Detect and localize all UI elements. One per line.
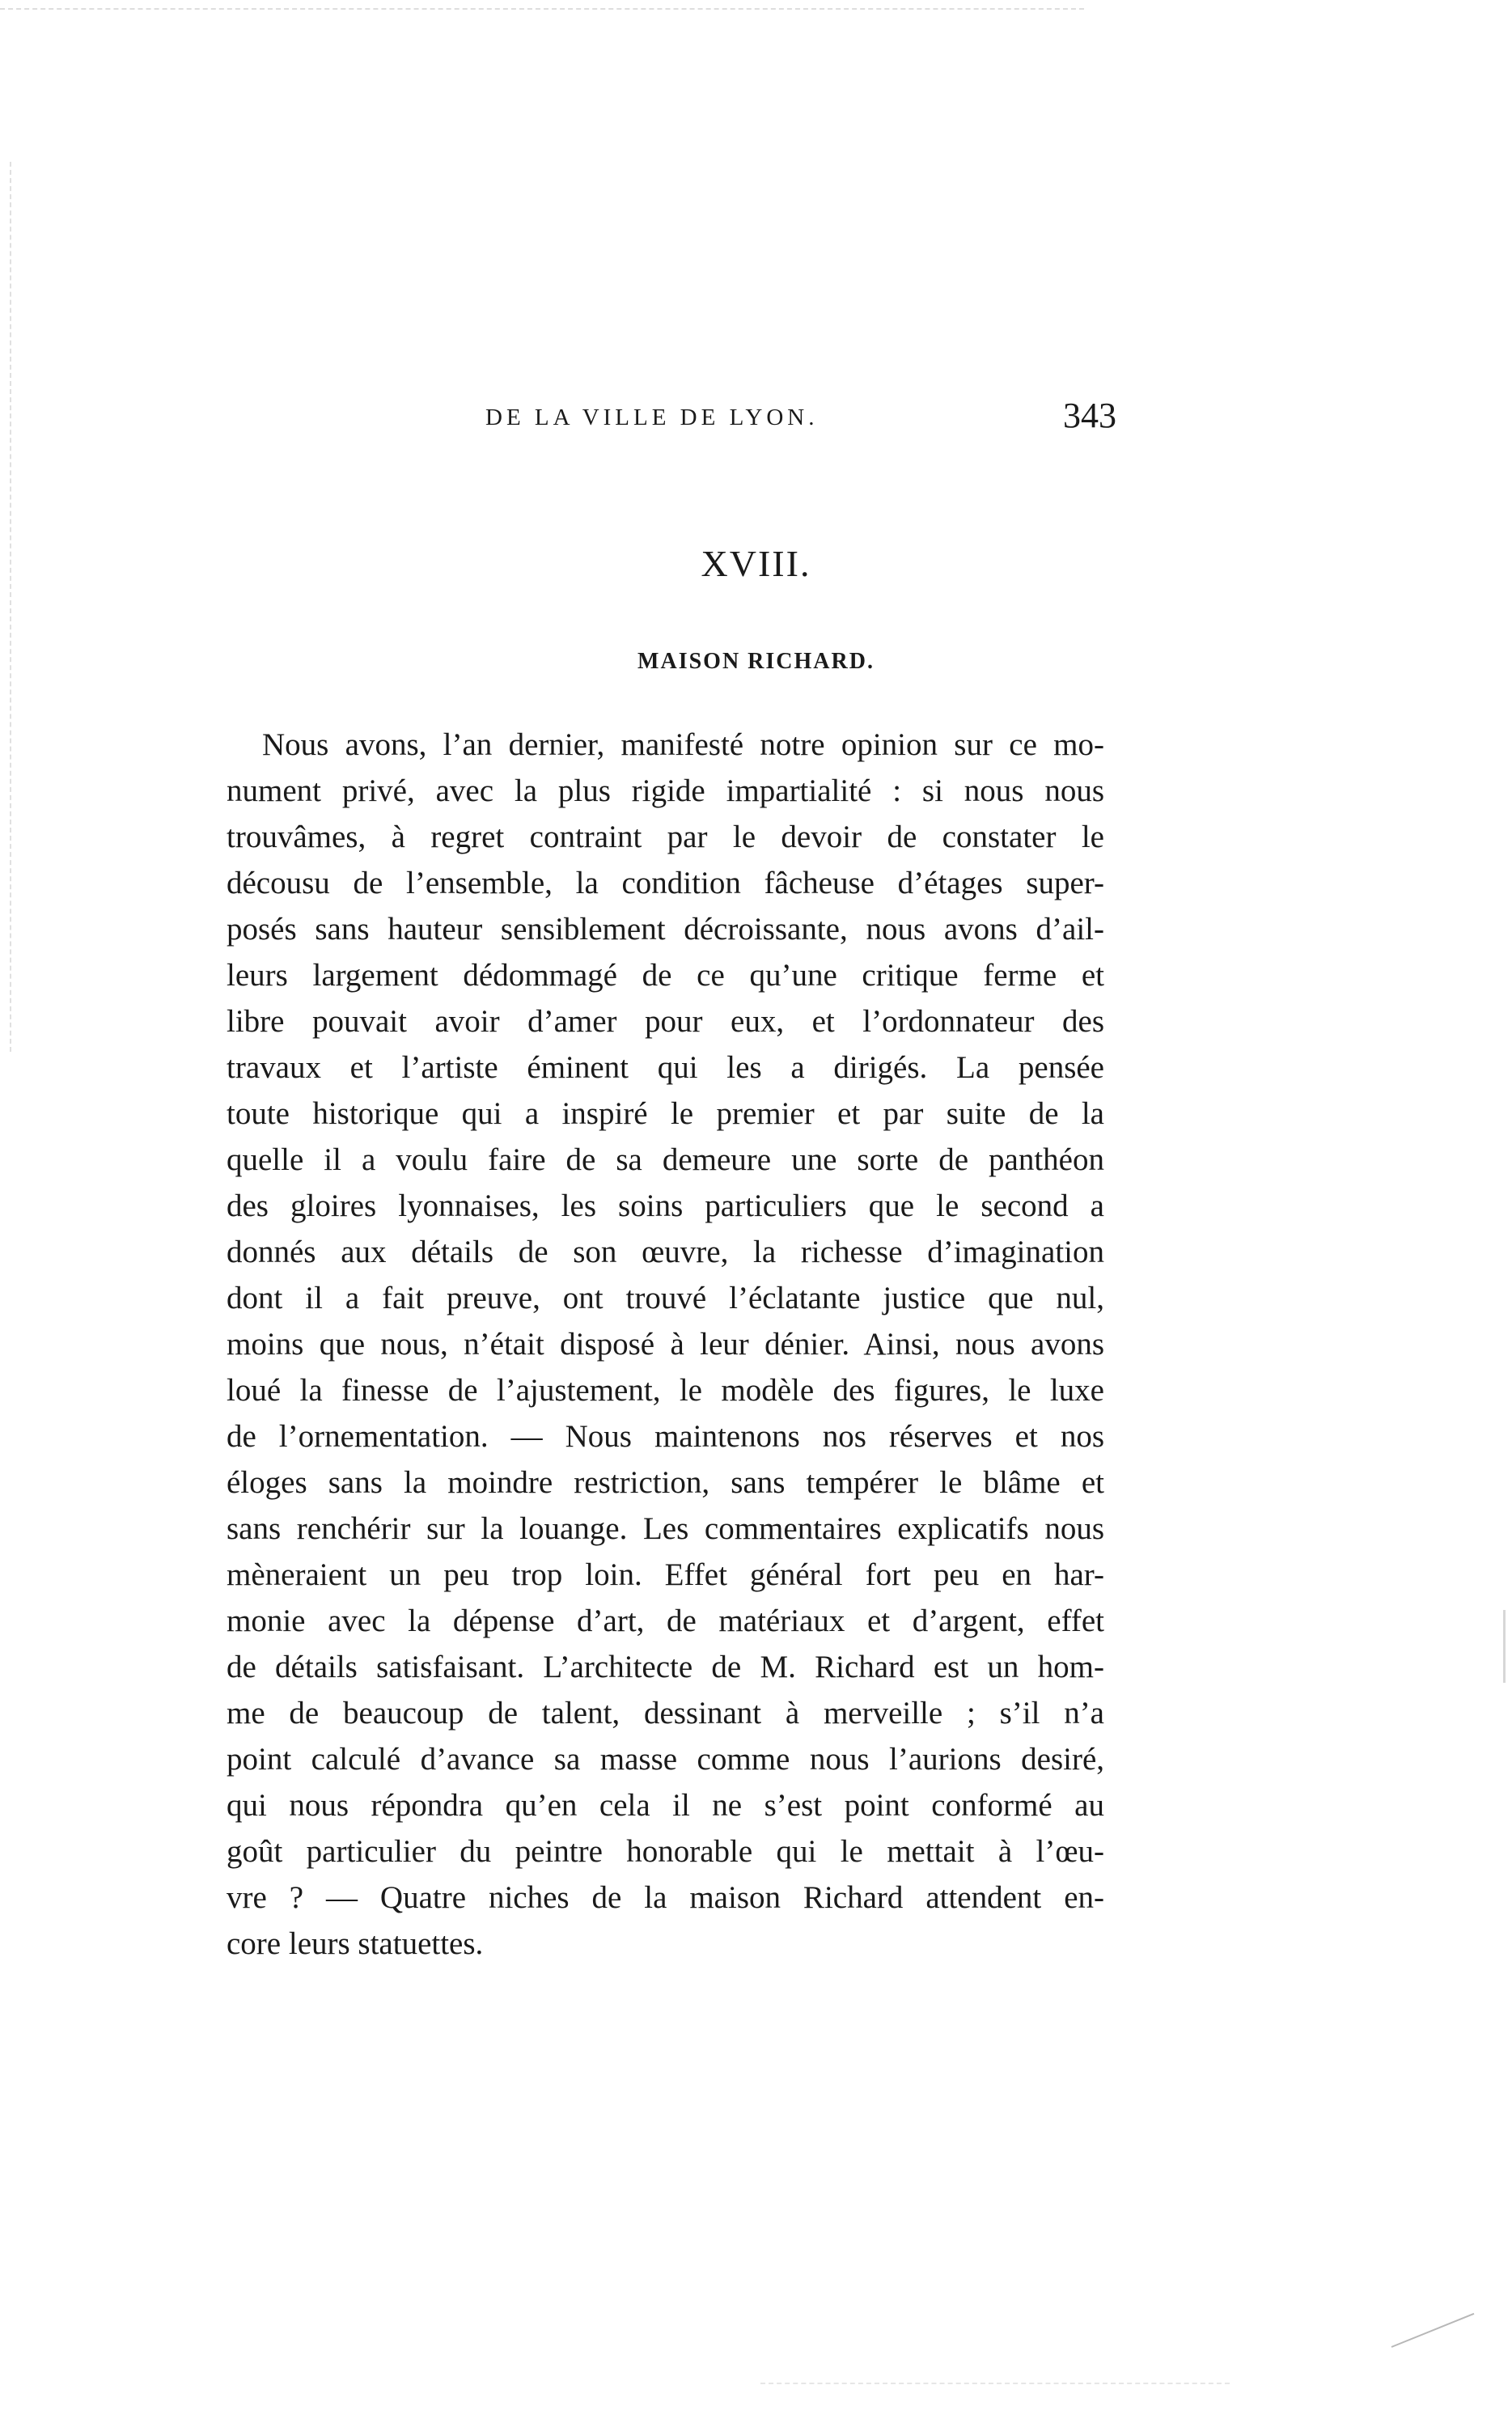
text-line: sans renchérir sur la louange. Les commentaires explicatifs nous [227,1511,1104,1546]
running-title: DE LA VILLE DE LYON. [485,405,819,430]
text-line: loué la finesse de l’ajustement, le modèle des figures, le luxe [227,1373,1104,1408]
scan-edge-artifact-right [1503,1610,1506,1683]
text-line: qui nous répondra qu’en cela il ne s’est point conformé au [227,1788,1104,1823]
text-line: vre ? — Quatre niches de la maison Richard attendent en- [227,1880,1104,1915]
text-line: dont il a fait preuve, ont trouvé l’éclatante justice que nul, [227,1281,1104,1315]
text-line: goût particulier du peintre honorable qui le mettait à l’œu- [227,1834,1104,1869]
body-paragraph [227,722,1104,1967]
text-line: nument privé, avec la plus rigide impartialité : si nous nous [227,773,1104,808]
text-line: mèneraient un peu trop loin. Effet général fort peu en har- [227,1557,1104,1592]
scan-edge-artifact-bottom [760,2383,1230,2384]
running-head [485,395,1116,443]
text-line: posés sans hauteur sensiblement décroissante, nous avons d’ail- [227,912,1104,947]
text-line: Nous avons, l’an dernier, manifesté notre opinion sur ce mo- [262,727,1104,762]
section-title: MAISON RICHARD. [637,649,875,674]
pencil-mark [1391,2313,1475,2348]
text-line: libre pouvait avoir d’amer pour eux, et l’ordonnateur des [227,1004,1104,1039]
text-line: core leurs statuettes. [227,1926,484,1961]
text-line: travaux et l’artiste éminent qui les a dirigés. La pensée [227,1050,1104,1085]
text-line: point calculé d’avance sa masse comme nous l’aurions desiré, [227,1742,1104,1777]
text-line: de détails satisfaisant. L’architecte de M. Richard est un hom- [227,1650,1104,1684]
text-line: trouvâmes, à regret contraint par le devoir de constater le [227,820,1104,854]
scan-edge-artifact-top [0,8,1084,10]
text-line: me de beaucoup de talent, dessinant à merveille ; s’il n’a [227,1696,1104,1731]
page-number: 343 [1063,396,1116,435]
chapter-number: XVIII. [701,543,811,584]
text-line: donnés aux détails de son œuvre, la richesse d’imagination [227,1235,1104,1269]
text-line: des gloires lyonnaises, les soins particuliers que le second a [227,1188,1104,1223]
text-line: leurs largement dédommagé de ce qu’une critique ferme et [227,958,1104,993]
text-line: monie avec la dépense d’art, de matériaux et d’argent, effet [227,1603,1104,1638]
text-line: éloges sans la moindre restriction, sans tempérer le blâme et [227,1465,1104,1500]
scan-edge-artifact-left [10,162,11,1052]
text-line: quelle il a voulu faire de sa demeure une sorte de panthéon [227,1142,1104,1177]
text-line: moins que nous, n’était disposé à leur dénier. Ainsi, nous avons [227,1327,1104,1362]
text-line: décousu de l’ensemble, la condition fâcheuse d’étages super- [227,866,1104,900]
text-line: de l’ornementation. — Nous maintenons nos réserves et nos [227,1419,1104,1454]
text-line: toute historique qui a inspiré le premier et par suite de la [227,1096,1104,1131]
